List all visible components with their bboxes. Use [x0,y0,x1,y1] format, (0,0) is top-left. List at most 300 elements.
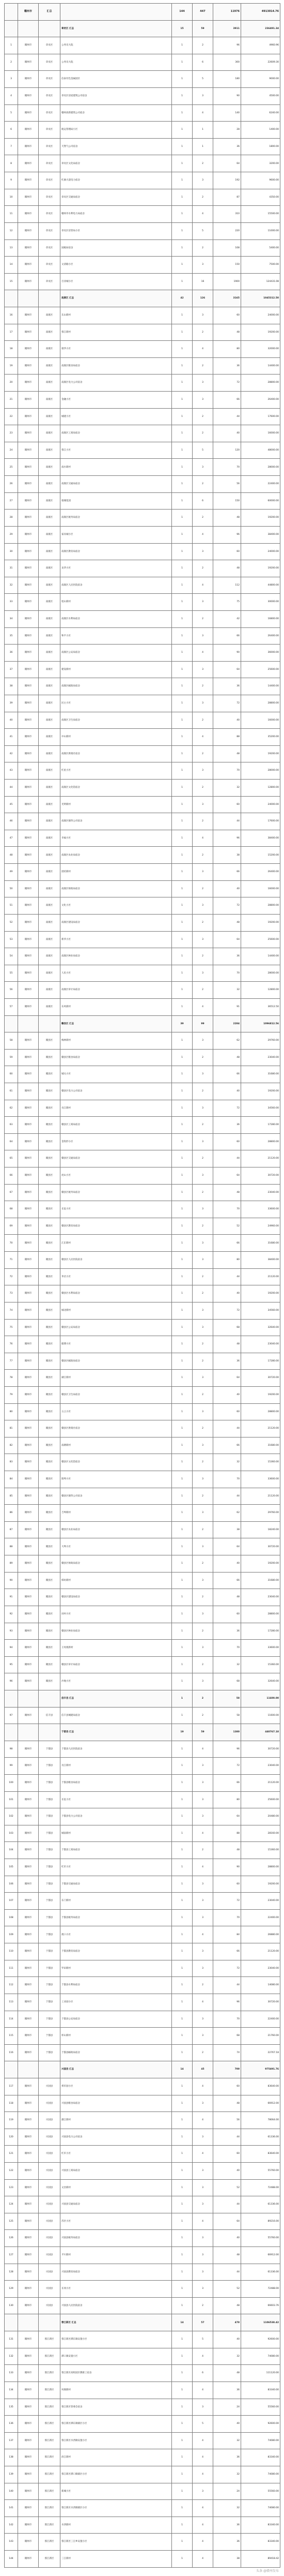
district-cell: 兴国县 [39,2247,60,2264]
row-index: 11 [5,206,18,223]
city-cell: 赣州市 [18,678,39,695]
count-a-cell: 1 [172,172,193,189]
count-b-cell: 3 [193,1066,213,1083]
count-c-cell: 64 [213,661,241,678]
table-row [5,2500,280,2517]
community-name-cell: 于都县人民医院宿舍 [60,1741,172,1758]
table-row [5,880,280,897]
table-row [5,526,280,543]
amount-cell: 19200.00 [241,1555,280,1572]
table-row [5,492,280,510]
count-b-cell: 3 [193,2028,213,2045]
district-cell: 信丰县 [39,1707,60,1724]
count-a-cell: 1 [172,1893,193,1910]
district-cell: 赣县区 [39,1032,60,1050]
district-cell: 蓉江新区 [39,2500,60,2517]
table-row [5,2163,280,2180]
count-c-cell: 68 [213,1673,241,1690]
count-a-cell: 1 [172,2348,193,2365]
count-b-cell: 4 [193,998,213,1015]
district-cell [39,1724,60,1741]
count-a-cell: 1 [172,847,193,864]
city-cell: 赣州市 [18,965,39,982]
amount-cell: 83640.00 [241,2146,280,2163]
district-cell: 赣县区 [39,1386,60,1403]
district-cell: 南康区 [39,830,60,847]
community-name-cell: 渡口小区 [60,1926,172,1943]
table-row [5,2112,280,2129]
district-cell: 南康区 [39,341,60,358]
count-a-cell: 1 [172,1201,193,1218]
count-b-cell: 6 [193,2365,213,2382]
count-c-cell: 48 [213,914,241,931]
count-c-cell: 87 [213,189,241,206]
count-b-cell: 3 [193,1673,213,1690]
count-a-cell: 1 [172,2331,193,2348]
count-b-cell: 3 [193,1774,213,1791]
row-index: 78 [5,1370,18,1387]
count-c-cell: 36 [213,678,241,695]
community-name-cell: 王母渡新村 [60,1640,172,1657]
count-c-cell: 72 [213,375,241,392]
count-a-cell: 1 [172,2399,193,2416]
community-name-cell: 蓉江新村 [60,324,172,341]
amount-cell: 6240.00 [241,104,280,122]
community-name-cell: 龙华小区 [60,560,172,577]
table-row [5,1386,280,1403]
count-b-cell: 3 [193,1758,213,1775]
count-a-cell: 1 [172,88,193,105]
amount-cell: 28160.00 [241,1825,280,1842]
community-name-cell: 红星小区 [60,762,172,780]
row-index: 118 [5,2095,18,2112]
count-c-cell: 60 [213,2146,241,2163]
amount-cell: 22609.30 [241,54,280,71]
count-a-cell: 1 [172,577,193,594]
city-cell: 赣州市 [18,273,39,290]
amount-cell: 1096812.56 [241,1015,280,1032]
city-cell: 赣州市 [18,1083,39,1100]
table-row [5,2534,280,2551]
count-b-cell: 2 [193,476,213,493]
district-cell: 于都县 [39,2028,60,2045]
table-row [5,459,280,476]
count-b-cell: 3 [193,1235,213,1252]
count-b-cell: 3 [193,1167,213,1185]
city-cell: 赣州市 [18,1538,39,1555]
table-row [5,88,280,105]
table-row [5,341,280,358]
city-cell: 赣州市 [18,1218,39,1235]
community-name-cell: 南康区公安局宿舍 [60,645,172,662]
table-row [5,476,280,493]
city-cell: 赣州市 [18,847,39,864]
count-c-cell: 72 [213,1302,241,1319]
amount-cell: 92600.00 [241,2331,280,2348]
city-cell: 赣州市 [18,2044,39,2061]
count-c-cell: 60 [213,307,241,324]
table-row [5,189,280,206]
community-name-cell: 兴国县教育局宿舍 [60,2264,172,2281]
district-cell: 兴国县 [39,2179,60,2196]
count-c-cell: 70 [213,762,241,780]
row-index: 86 [5,1505,18,1522]
table-row [5,1758,280,1775]
community-name-cell: 沙地小区 [60,1673,172,1690]
subtotal-row [5,20,280,37]
community-name-cell: 潭口镇安置小区 [60,2348,172,2365]
district-cell: 赣县区 [39,1083,60,1100]
community-name-cell: 南康区烟草公司宿舍 [60,813,172,830]
count-b-cell: 2 [193,1521,213,1538]
table-row [5,1471,280,1488]
district-cell: 赣县区 [39,1521,60,1538]
district-cell: 于都县 [39,1876,60,1893]
amount-cell: 7500.00 [241,257,280,274]
table-row [5,1909,280,1926]
table-row [5,1319,280,1336]
row-index: 67 [5,1184,18,1201]
city-cell [18,1015,39,1032]
count-c-cell: 66 [213,392,241,409]
city-cell: 赣州市 [18,998,39,1015]
district-cell: 蓉江新区 [39,2331,60,2348]
count-a-cell: 1 [172,222,193,239]
community-name-cell: 赣县区 汇总 [60,1015,172,1032]
count-b-cell: 5 [193,2416,213,2433]
count-a-cell: 1 [172,2365,193,2382]
community-name-cell: 阳埠小区 [60,1471,172,1488]
count-b-cell: 3 [193,1100,213,1117]
amount-cell: 22400.00 [241,2011,280,2028]
city-cell: 赣州市 [18,1066,39,1083]
community-name-cell: 南康区工商局宿舍 [60,425,172,442]
amount-cell: 32640.00 [241,1673,280,1690]
table-row [5,1201,280,1218]
count-a-cell: 1 [172,1133,193,1150]
community-name-cell: 赣县区文化馆宿舍 [60,1454,172,1471]
table-row [5,1859,280,1876]
amount-cell: 32640.00 [241,1319,280,1336]
city-cell: 赣州市 [18,543,39,560]
row-index: 37 [5,661,18,678]
city-cell: 赣州市 [18,2028,39,2045]
amount-cell: 61336.00 [241,2129,280,2146]
count-a-cell: 1 [172,1437,193,1454]
count-b-cell: 4 [193,1825,213,1842]
table-row [5,1454,280,1471]
community-name-cell: 红军小区 [60,1859,172,1876]
row-index [5,20,18,37]
count-b-cell: 4 [193,341,213,358]
amount-cell: 28800.00 [241,1403,280,1420]
row-index: 34 [5,610,18,627]
community-name-cell: 兴国县 汇总 [60,2061,172,2078]
count-a-cell: 1 [172,762,193,780]
count-a-cell: 1 [172,678,193,695]
row-index: 61 [5,1083,18,1100]
amount-cell: 31680.00 [241,1235,280,1252]
table-row [5,54,280,71]
count-c-cell: 64 [213,1808,241,1825]
count-c-cell: 80 [213,1791,241,1808]
community-name-cell: 五云小区 [60,1403,172,1420]
table-row [5,577,280,594]
count-a-cell: 1 [172,2466,193,2483]
count-c-cell: 70 [213,1201,241,1218]
row-index: 136 [5,2416,18,2433]
amount-cell: 16000.00 [241,425,280,442]
amount-cell: 11000.00 [241,222,280,239]
district-cell: 南康区 [39,357,60,375]
community-name-cell: 蓉江新区三江乡安置小区 [60,2534,172,2551]
district-cell: 赣县区 [39,1437,60,1454]
community-name-cell: 田村小区 [60,1606,172,1623]
count-a-cell: 1 [172,914,193,931]
community-name-cell: 将军园小区 [60,2078,172,2095]
row-index: 106 [5,1876,18,1893]
community-name-cell: 航运管理局小区 [60,122,172,139]
amount-cell: 26400.00 [241,864,280,881]
count-a-cell: 19 [172,1724,193,1741]
count-b-cell: 5 [193,442,213,459]
city-cell: 赣州市 [18,239,39,257]
row-index: 88 [5,1538,18,1555]
table-row [5,1336,280,1353]
community-name-cell: 公务员大院 [60,54,172,71]
row-index: 22 [5,408,18,425]
watermark: 头条 @赣州发布 [256,2569,279,2573]
amount-cell: 61336.00 [241,2264,280,2281]
district-cell: 兴国县 [39,2112,60,2129]
district-cell: 赣县区 [39,1218,60,1235]
district-cell: 蓉江新区 [39,2399,60,2416]
row-index: 3 [5,71,18,88]
table-row [5,796,280,813]
row-index: 95 [5,1656,18,1673]
table-row [5,2449,280,2466]
row-index: 66 [5,1167,18,1185]
amount-cell: 38400.00 [241,1252,280,1269]
row-index [5,4,18,21]
amount-cell: 44800.00 [241,577,280,594]
amount-cell: 19200.00 [241,1876,280,1893]
city-cell: 赣州市 [18,1791,39,1808]
count-c-cell: 38 [213,2551,241,2568]
count-b-cell: 3 [193,762,213,780]
amount-cell: 25600.00 [241,661,280,678]
table-row [5,2230,280,2247]
amount-cell: 78064.00 [241,2112,280,2129]
city-cell: 赣州市 [18,1049,39,1066]
count-b-cell: 3 [193,1370,213,1387]
table-row [5,1640,280,1657]
community-name-cell: 赣县区供销社宿舍 [60,1420,172,1437]
count-a-cell: 1 [172,2534,193,2551]
table-row [5,257,280,274]
city-cell: 赣州市 [18,645,39,662]
amount-cell: 33600.00 [241,1471,280,1488]
city-cell: 赣州市 [18,864,39,881]
count-b-cell: 6 [193,54,213,71]
count-c-cell: 66 [213,1437,241,1454]
community-name-cell: 旭山新村 [60,594,172,611]
count-b-cell: 126 [193,290,213,307]
community-name-cell: 南康区林业局宿舍 [60,948,172,965]
count-b-cell: 2 [193,1690,213,1707]
row-index: 10 [5,189,18,206]
table-row [5,1370,280,1387]
district-cell: 赣县区 [39,1606,60,1623]
row-index: 51 [5,897,18,915]
district-cell: 于都县 [39,1859,60,1876]
city-cell [18,20,39,37]
city-cell [18,2061,39,2078]
row-index: 57 [5,998,18,1015]
table-row [5,2044,280,2061]
community-name-cell: 兴国县工商局宿舍 [60,2163,172,2180]
count-b-cell: 2 [193,780,213,797]
row-index: 112 [5,1977,18,1994]
row-index: 79 [5,1386,18,1403]
row-index: 40 [5,712,18,729]
table-row [5,392,280,409]
district-cell: 于都县 [39,1909,60,1926]
district-cell: 蓉江新区 [39,2432,60,2449]
count-c-cell: 96 [213,830,241,847]
count-c-cell: 108 [213,239,241,257]
district-cell: 兴国县 [39,2213,60,2230]
amount-cell: 38400.00 [241,526,280,543]
table-row [5,2297,280,2314]
district-cell: 南康区 [39,998,60,1015]
count-b-cell: 2 [193,1488,213,1505]
city-cell: 赣州市 [18,1184,39,1201]
count-a-cell: 1 [172,948,193,965]
table-row [5,1926,280,1943]
community-name-cell: 城南新村 [60,1825,172,1842]
table-row [5,2382,280,2399]
district-cell: 赣县区 [39,1336,60,1353]
count-b-cell: 3 [193,307,213,324]
count-c-cell: 66 [213,1774,241,1791]
district-cell: 赣县区 [39,1572,60,1589]
community-name-cell: 赣县区邮政局宿舍 [60,1353,172,1370]
count-c-cell: 44 [213,2129,241,2146]
count-c-cell: 88 [213,1825,241,1842]
district-cell: 章贡区 [39,71,60,88]
community-name-cell: 南康区邮政局宿舍 [60,678,172,695]
community-name-cell: 文清路小区 [60,257,172,274]
district-cell: 于都县 [39,1808,60,1825]
count-b-cell: 4 [193,2078,213,2095]
city-cell: 赣州市 [18,307,39,324]
count-a-cell: 1 [172,1994,193,2011]
community-name-cell: 水西新村 [60,2517,172,2534]
city-cell: 赣州市 [18,1150,39,1167]
district-cell: 章贡区 [39,222,60,239]
city-cell: 赣州市 [18,1117,39,1134]
city-cell: 赣州市 [18,1471,39,1488]
count-b-cell: 3 [193,1302,213,1319]
count-c-cell: 48 [213,1842,241,1859]
amount-cell: 9000.00 [241,71,280,88]
count-a-cell: 1 [172,2230,193,2247]
city-cell: 赣州市 [18,830,39,847]
community-name-cell: 南康区税务局宿舍 [60,510,172,527]
count-c-cell: 70 [213,2011,241,2028]
count-b-cell: 4 [193,2348,213,2365]
table-row [5,1285,280,1302]
city-cell: 赣州市 [18,627,39,645]
table-row [5,408,280,425]
count-c-cell: 96 [213,1994,241,2011]
row-index: 5 [5,104,18,122]
table-row [5,2432,280,2449]
district-cell: 于都县 [39,1893,60,1910]
district-cell: 南康区 [39,408,60,425]
row-index: 35 [5,627,18,645]
count-c-cell: 32 [213,780,241,797]
count-c-cell: 52 [213,1218,241,1235]
amount-cell: 66912.00 [241,2247,280,2264]
row-index: 94 [5,1640,18,1657]
community-name-cell: 和平小区 [60,627,172,645]
amount-cell: 22400.00 [241,1909,280,1926]
amount-cell: 89418.42 [241,2551,280,2568]
table-row [5,1437,280,1454]
district-cell: 章贡区 [39,88,60,105]
district-cell: 赣县区 [39,1538,60,1555]
amount-cell: 12800.00 [241,780,280,797]
count-b-cell: 4 [193,645,213,662]
community-name-cell: 湖江新村 [60,1370,172,1387]
amount-cell: 21120.00 [241,1150,280,1167]
count-c-cell: 48 [213,1336,241,1353]
district-cell: 赣县区 [39,1167,60,1185]
city-cell: 赣州市 [18,780,39,797]
count-a-cell: 1 [172,1791,193,1808]
amount-cell: 25600.00 [241,931,280,948]
community-name-cell: 赣县区公安局宿舍 [60,1319,172,1336]
district-cell: 南康区 [39,864,60,881]
city-cell: 赣州市 [18,729,39,746]
district-cell: 南康区 [39,543,60,560]
count-b-cell: 3 [193,543,213,560]
city-cell: 赣州市 [18,324,39,341]
amount-cell: 16800.00 [241,610,280,627]
row-index: 21 [5,392,18,409]
count-a-cell: 1 [172,780,193,797]
row-index: 93 [5,1623,18,1640]
count-b-cell: 3 [193,1403,213,1420]
row-index: 92 [5,1606,18,1623]
count-a-cell: 1 [172,813,193,830]
city-cell: 赣州市 [18,2095,39,2112]
city-cell: 赣州市 [18,222,39,239]
amount-cell: 38400.00 [241,830,280,847]
table-row [5,2483,280,2500]
amount-cell: 29760.00 [241,1505,280,1522]
count-a-cell: 1 [172,2112,193,2129]
community-name-cell: 信丰县 汇总 [60,1690,172,1707]
table-row [5,1117,280,1134]
count-a-cell: 1 [172,392,193,409]
amount-cell: 24000.00 [241,307,280,324]
city-cell: 赣州市 [18,189,39,206]
count-a-cell: 1 [172,1926,193,1943]
count-a-cell: 1 [172,2297,193,2314]
